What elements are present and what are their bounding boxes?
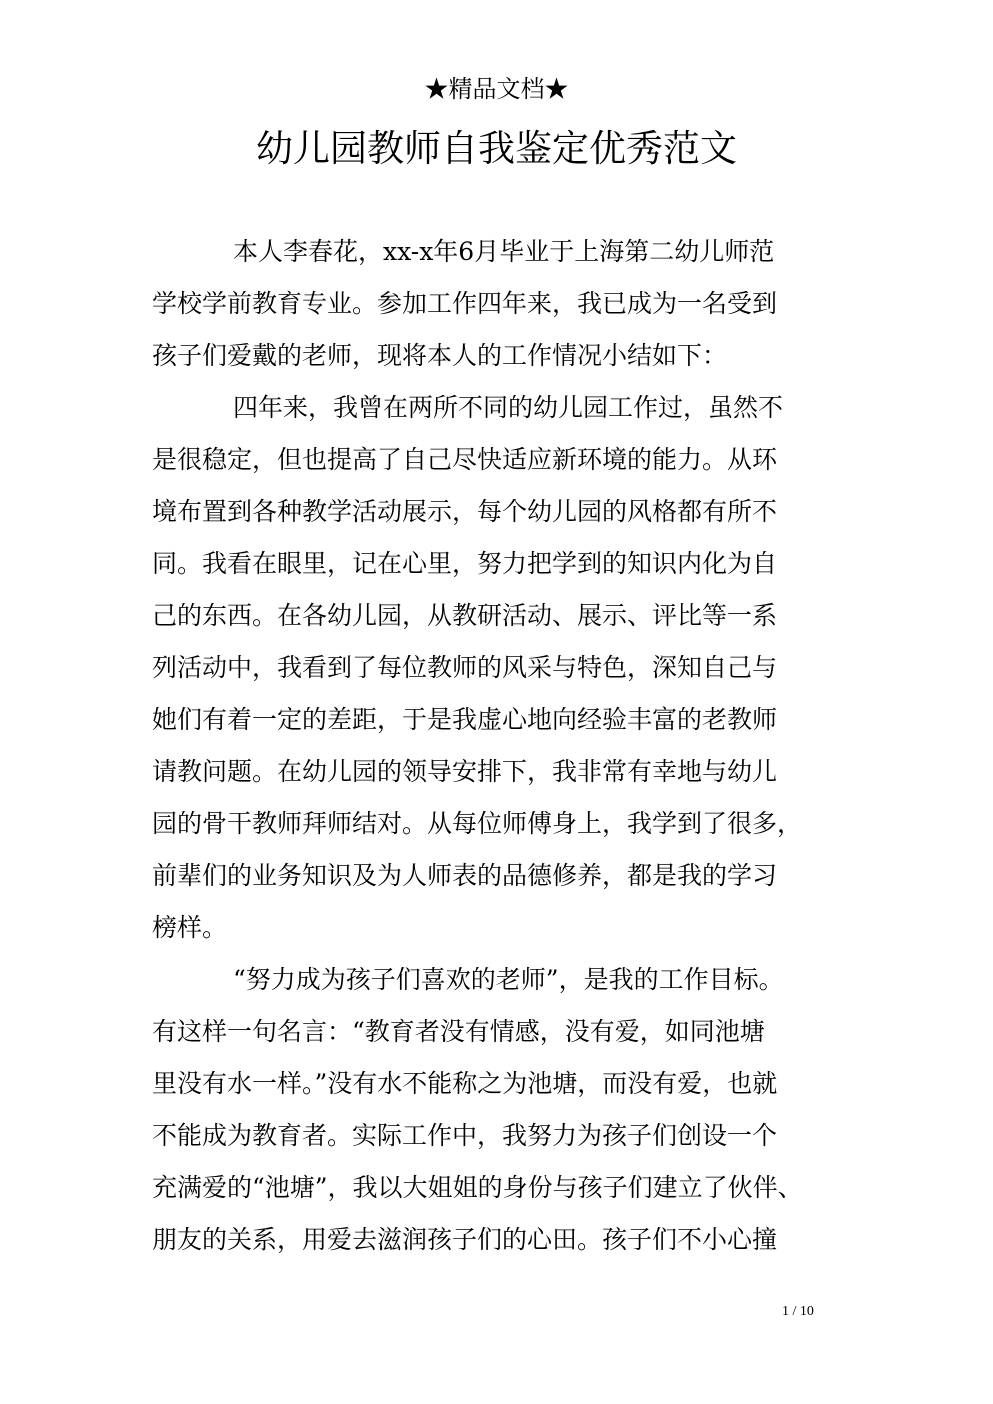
paragraph-line: 同。我看在眼里，记在心里，努力把学到的知识内化为自 — [152, 549, 778, 578]
paragraph-line: 学校学前教育专业。参加工作四年来，我已成为一名受到 — [152, 289, 778, 318]
paragraph-line: 本人李春花，xx-x年6月毕业于上海第二幼儿师范 — [233, 237, 775, 266]
paragraph-line: 有这样一句名言：“教育者没有情感，没有爱，如同池塘 — [152, 1017, 765, 1046]
paragraph-line: 前辈们的业务知识及为人师表的品德修养，都是我的学习 — [152, 861, 778, 890]
paragraph-line: 请教问题。在幼儿园的领导安排下，我非常有幸地与幼儿 — [152, 757, 778, 786]
paragraph-line: “努力成为孩子们喜欢的老师”，是我的工作目标。 — [233, 965, 784, 994]
paragraph-line: 四年来，我曾在两所不同的幼儿园工作过，虽然不 — [233, 393, 784, 422]
paragraph-line: 里没有水一样。”没有水不能称之为池塘，而没有爱，也就 — [152, 1069, 778, 1098]
document-banner: ★精品文档★ — [424, 75, 569, 103]
paragraph-line: 不能成为教育者。实际工作中，我努力为孩子们创设一个 — [152, 1121, 778, 1150]
paragraph-line: 充满爱的“池塘”，我以大姐姐的身份与孩子们建立了伙伴、 — [152, 1173, 803, 1202]
paragraph-line: 孩子们爱戴的老师，现将本人的工作情况小结如下： — [152, 341, 728, 370]
document-title: 幼儿园教师自我鉴定优秀范文 — [256, 127, 737, 170]
paragraph-line: 己的东西。在各幼儿园，从教研活动、展示、评比等一系 — [152, 601, 778, 630]
paragraph-line: 是很稳定，但也提高了自己尽快适应新环境的能力。从环 — [152, 445, 778, 474]
paragraph-line: 境布置到各种教学活动展示，每个幼儿园的风格都有所不 — [152, 497, 778, 526]
document-body — [152, 226, 842, 1266]
paragraph-line: 榜样。 — [152, 913, 228, 942]
paragraph-line: 她们有着一定的差距，于是我虚心地向经验丰富的老教师 — [152, 705, 778, 734]
page-number: 1 / 10 — [782, 1304, 814, 1319]
paragraph-line: 朋友的关系，用爱去滋润孩子们的心田。孩子们不小心撞 — [152, 1225, 778, 1254]
paragraph-line: 列活动中，我看到了每位教师的风采与特色，深知自己与 — [152, 653, 778, 682]
paragraph-line: 园的骨干教师拜师结对。从每位师傅身上，我学到了很多， — [152, 809, 803, 838]
